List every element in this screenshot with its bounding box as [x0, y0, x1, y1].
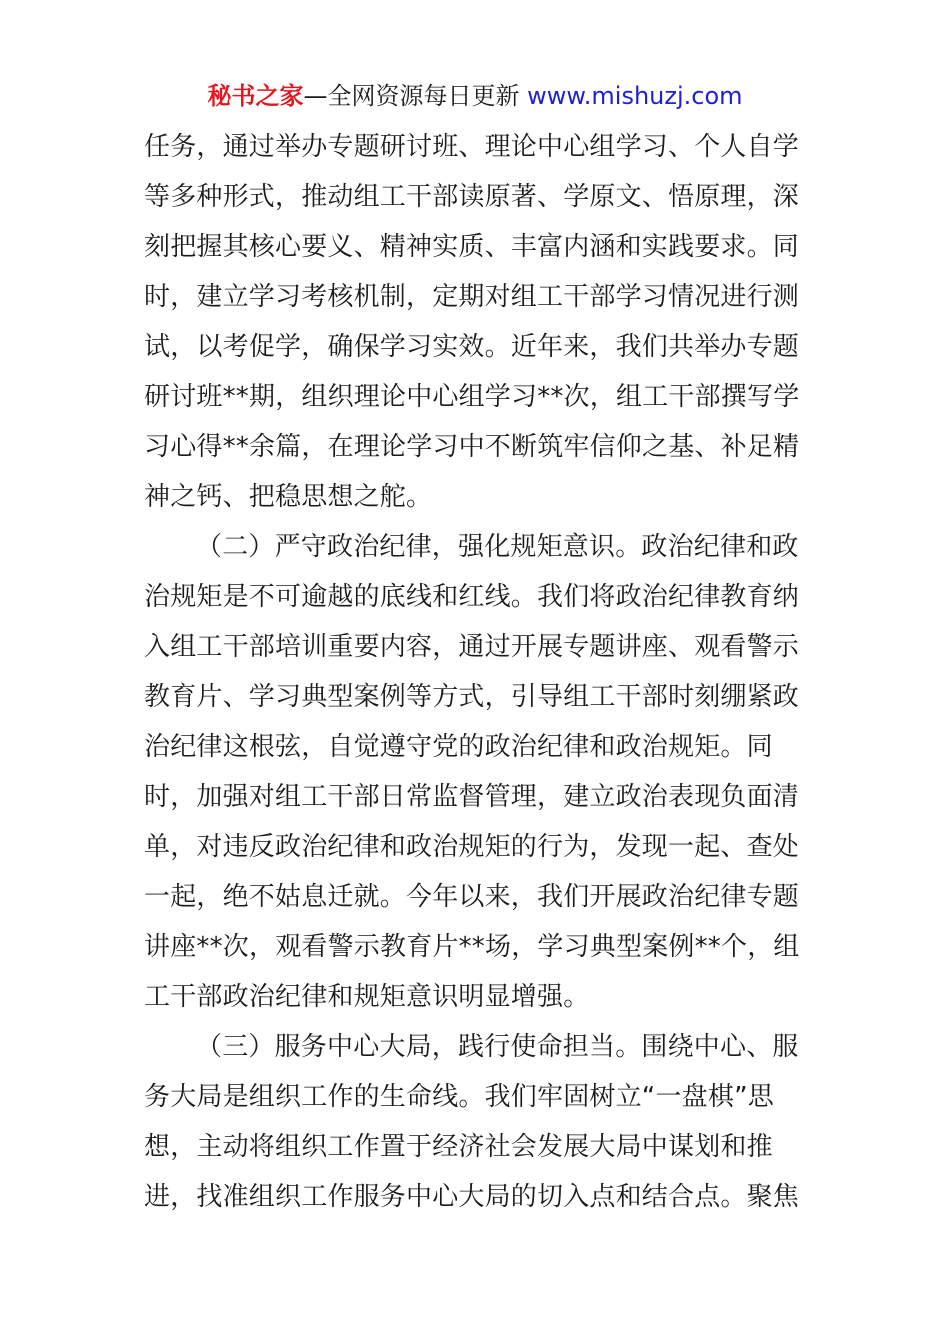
text-line: 刻把握其核心要义、精神实质、丰富内涵和实践要求。同	[144, 232, 800, 262]
text-line: 工干部政治纪律和规矩意识明显增强。	[144, 982, 590, 1012]
site-header	[0, 80, 950, 112]
text-line: 教育片、学习典型案例等方式，引导组工干部时刻绷紧政	[144, 682, 800, 712]
text-line: 任务，通过举办专题研讨班、理论中心组学习、个人自学	[144, 132, 800, 162]
text-line: 入组工干部培训重要内容，通过开展专题讲座、观看警示	[144, 632, 800, 662]
site-tagline: —全网资源每日更新	[303, 82, 528, 110]
text-line: 时，加强对组工干部日常监督管理，建立政治表现负面清	[144, 782, 800, 812]
text-line: 研讨班**期，组织理论中心组学习**次，组工干部撰写学	[144, 382, 800, 412]
text-line: 治纪律这根弦，自觉遵守党的政治纪律和政治规矩。同	[144, 732, 773, 762]
text-line: 单，对违反政治纪律和政治规矩的行为，发现一起、查处	[144, 832, 800, 862]
site-url-link[interactable]: www.mishuzj.com	[527, 82, 743, 110]
text-line: 时，建立学习考核机制，定期对组工干部学习情况进行测	[144, 282, 800, 312]
text-line: 治规矩是不可逾越的底线和红线。我们将政治纪律教育纳	[144, 582, 800, 612]
text-line: 神之钙、把稳思想之舵。	[144, 482, 433, 512]
text-line: 等多种形式，推动组工干部读原著、学原文、悟原理，深	[144, 182, 800, 212]
text-line: 进，找准组织工作服务中心大局的切入点和结合点。聚焦	[144, 1182, 800, 1212]
document-body	[144, 122, 808, 1222]
text-line: 试，以考促学，确保学习实效。近年来，我们共举办专题	[144, 332, 800, 362]
text-line: 一起，绝不姑息迁就。今年以来，我们开展政治纪律专题	[144, 882, 800, 912]
text-line: 习心得**余篇，在理论学习中不断筑牢信仰之基、补足精	[144, 432, 800, 462]
site-brand: 秘书之家	[207, 82, 304, 110]
section-heading-line: （二）严守政治纪律，强化规矩意识。政治纪律和政	[196, 532, 799, 562]
text-line: 讲座**次，观看警示教育片**场，学习典型案例**个，组	[144, 932, 800, 962]
section-heading-line: （三）服务中心大局，践行使命担当。围绕中心、服	[196, 1032, 799, 1062]
text-line: 务大局是组织工作的生命线。我们牢固树立“一盘棋”思	[144, 1082, 774, 1112]
text-line: 想，主动将组织工作置于经济社会发展大局中谋划和推	[144, 1132, 773, 1162]
